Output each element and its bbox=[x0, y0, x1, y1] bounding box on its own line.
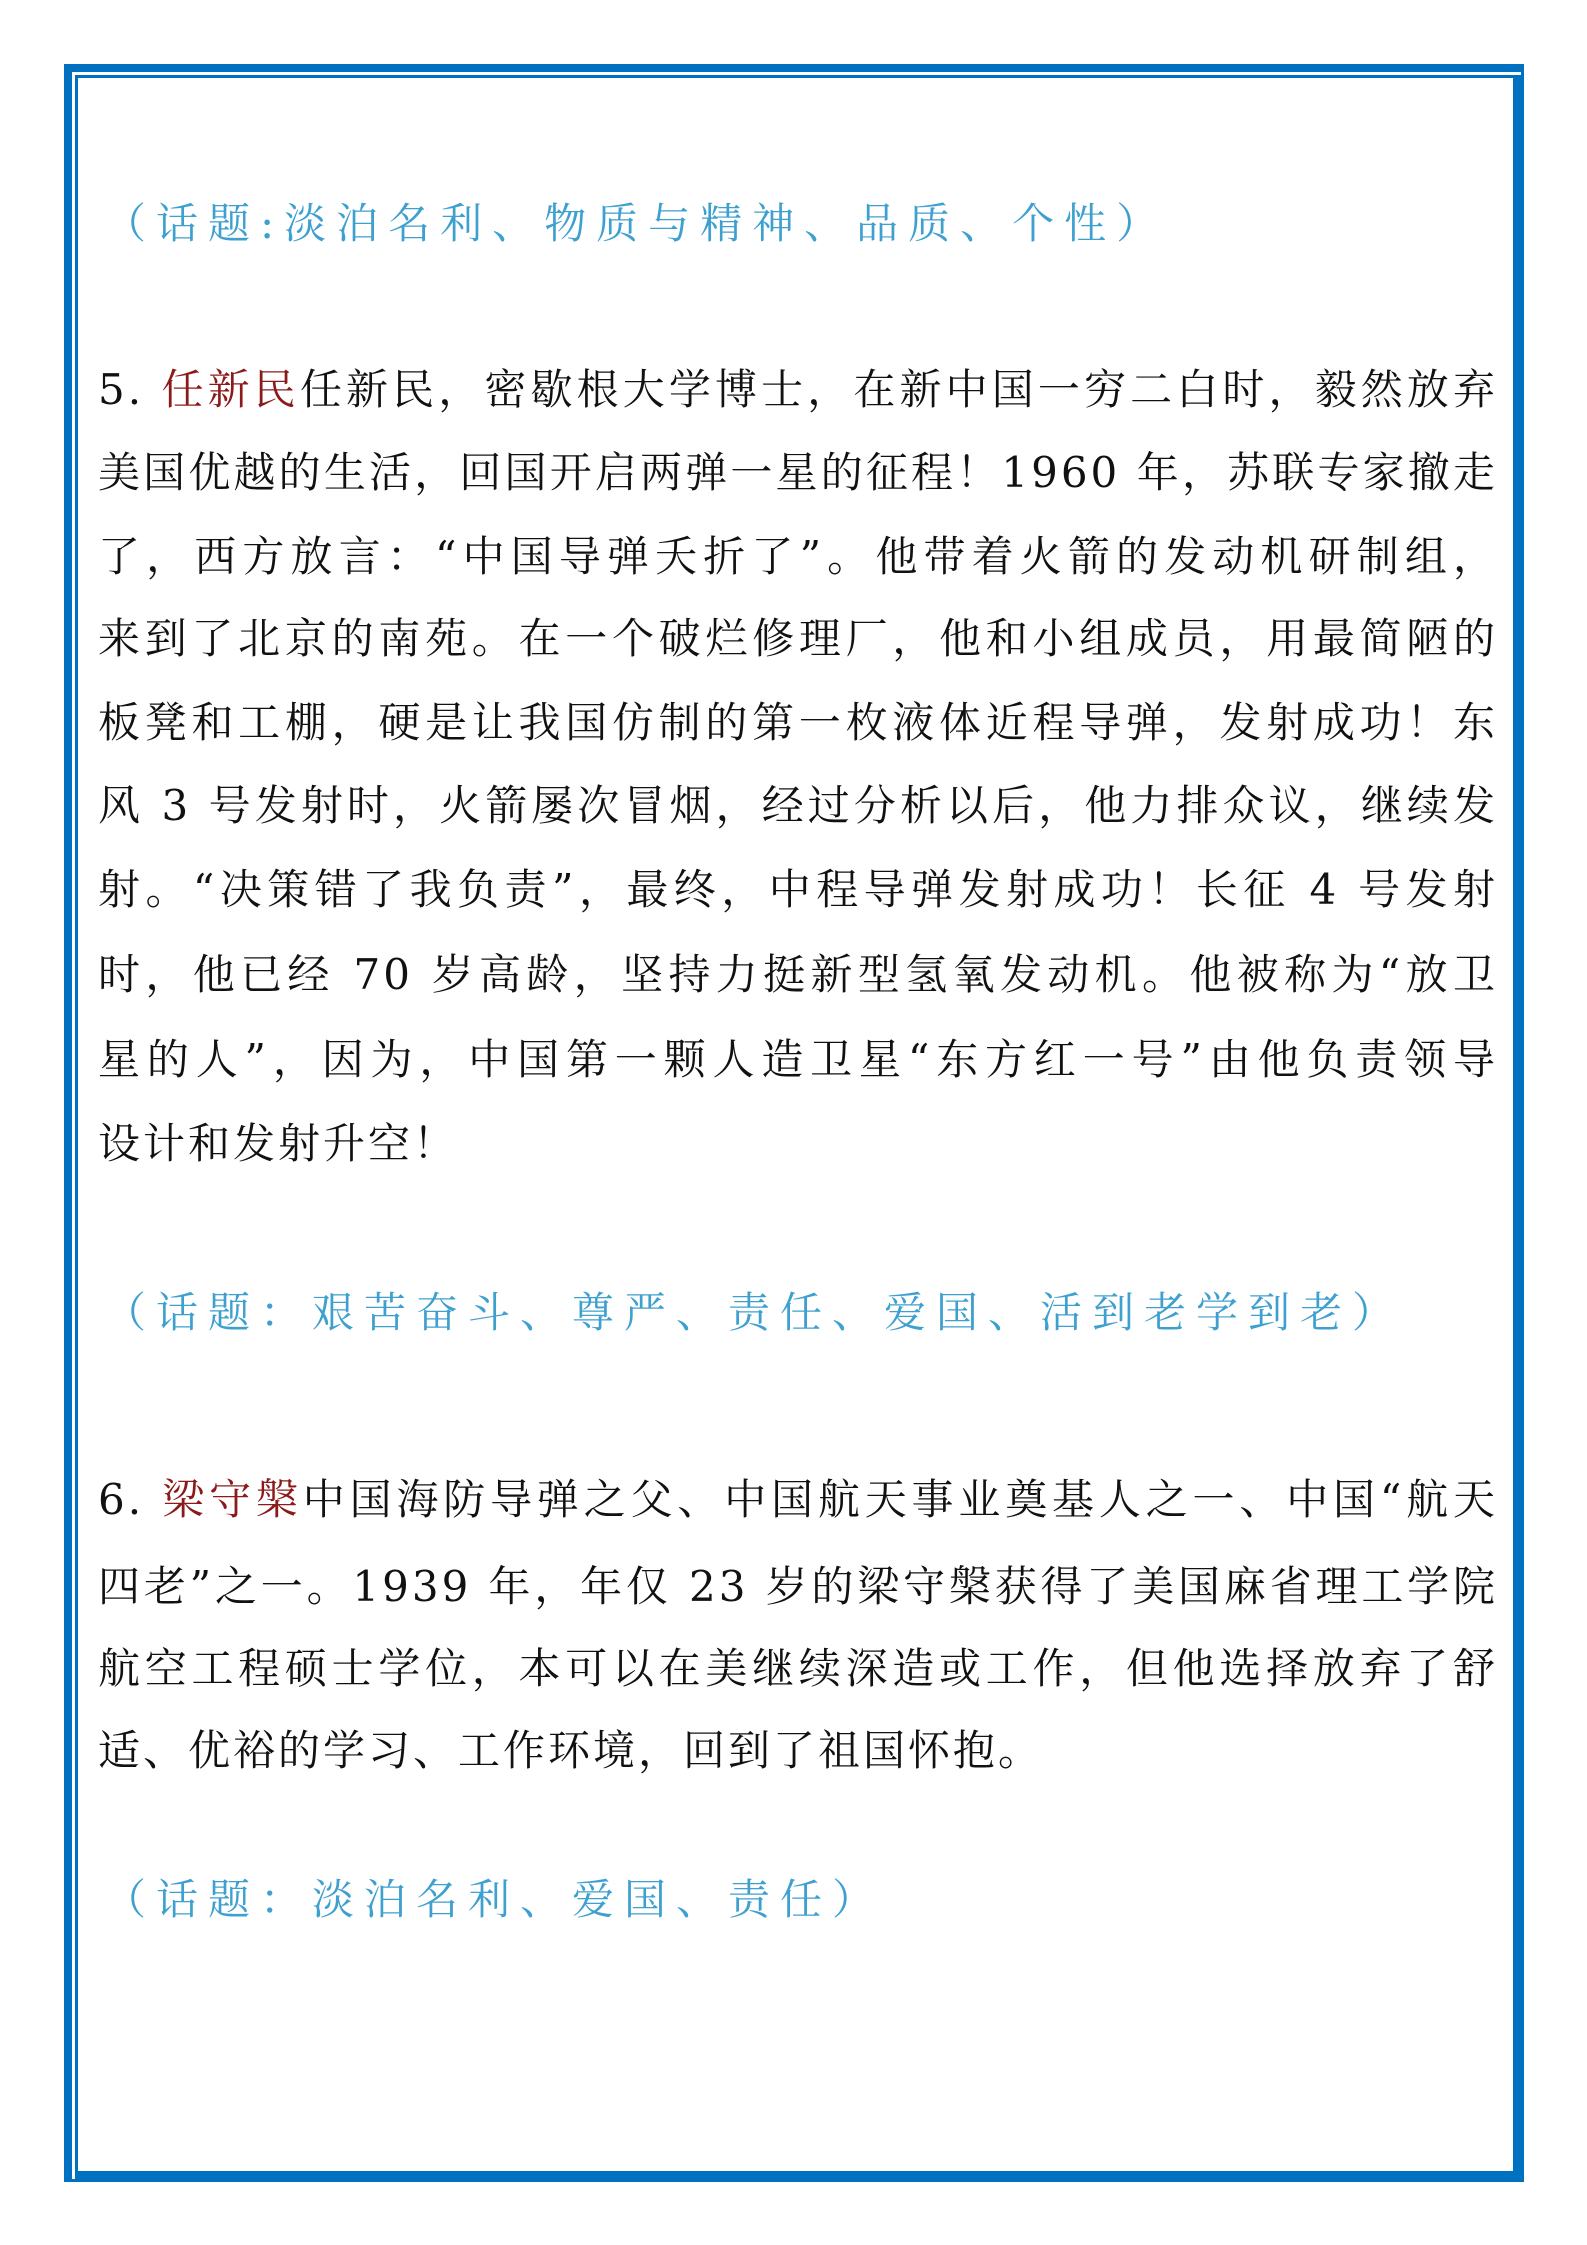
item-5-line-8: 时，他已经 70 岁高龄，坚持力挺新型氢氧发动机。他被称为“放卫 bbox=[98, 950, 1498, 999]
item-5-line-7: 射。“决策错了我负责”，最终，中程导弹发射成功！长征 4 号发射 bbox=[98, 865, 1498, 914]
topic-line-3: （话题：淡泊名利、爱国、责任） bbox=[104, 1875, 885, 1924]
item-5-line-3: 了，西方放言：“中国导弹夭折了”。他带着火箭的发动机研制组， bbox=[98, 532, 1498, 581]
item-6-line-2: 四老”之一。1939 年，年仅 23 岁的梁守槃获得了美国麻省理工学院 bbox=[98, 1562, 1498, 1611]
item-5-line-1: 5. 任新民任新民，密歇根大学博士，在新中国一穷二白时，毅然放弃 bbox=[98, 365, 1498, 414]
topic-line-2: （话题：艰苦奋斗、尊严、责任、爱国、活到老学到老） bbox=[104, 1288, 1405, 1337]
item-6-line-1: 6. 梁守槃中国海防导弹之父、中国航天事业奠基人之一、中国“航天 bbox=[98, 1475, 1498, 1524]
item-5-line-5: 板凳和工棚，硬是让我国仿制的第一枚液体近程导弹，发射成功！东 bbox=[98, 698, 1498, 747]
item-6-line-4: 适、优裕的学习、工作环境，回到了祖国怀抱。 bbox=[98, 1726, 1044, 1775]
item-5-line-2: 美国优越的生活，回国开启两弹一星的征程！1960 年，苏联专家撤走 bbox=[98, 448, 1498, 497]
item-number: 5. bbox=[98, 365, 145, 414]
topic-line-1: （话题:淡泊名利、物质与精神、品质、个性） bbox=[104, 199, 1169, 248]
item-5-line-4: 来到了北京的南苑。在一个破烂修理厂，他和小组成员，用最简陋的 bbox=[98, 614, 1498, 663]
person-name: 梁守槃 bbox=[162, 1475, 303, 1524]
item-5-line-6: 风 3 号发射时，火箭屡次冒烟，经过分析以后，他力排众议，继续发 bbox=[98, 781, 1498, 830]
item-6-line-3: 航空工程硕士学位，本可以在美继续深造或工作，但他选择放弃了舒 bbox=[98, 1644, 1498, 1693]
item-5-line-9: 星的人”，因为，中国第一颗人造卫星“东方红一号”由他负责领导 bbox=[98, 1035, 1498, 1084]
item-number: 6. bbox=[98, 1475, 145, 1524]
person-name: 任新民 bbox=[161, 365, 300, 414]
item-5-line-10: 设计和发射升空！ bbox=[98, 1119, 459, 1168]
